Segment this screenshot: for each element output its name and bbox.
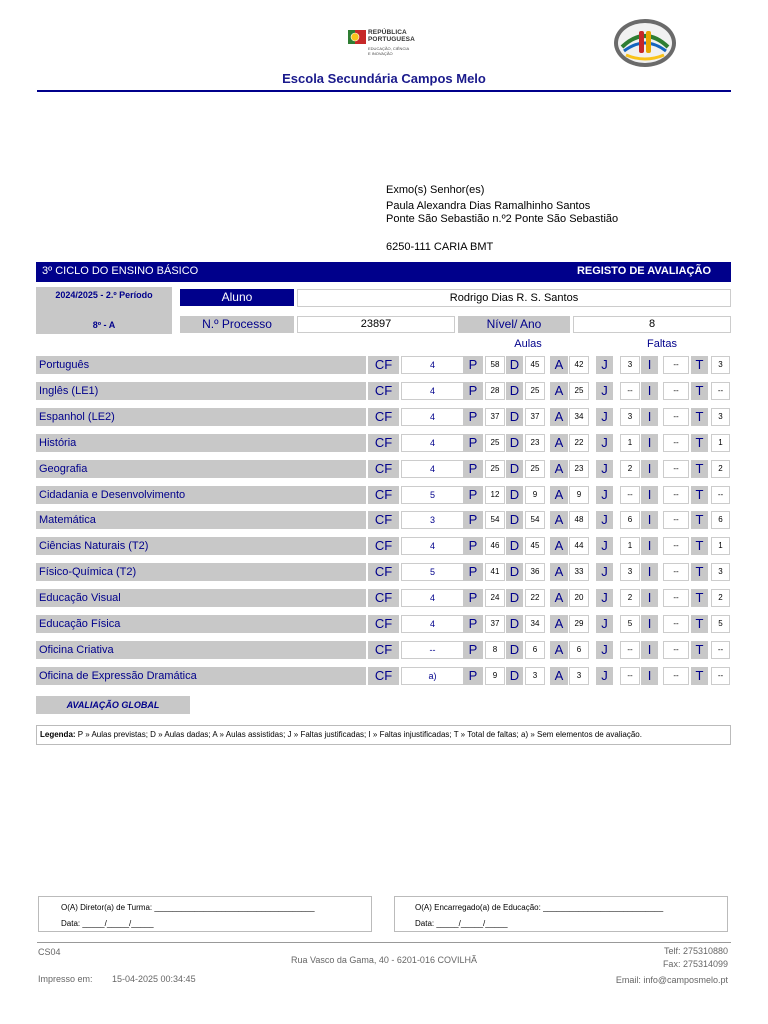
i-value: -- xyxy=(663,563,689,581)
school-emblem-icon xyxy=(612,17,678,69)
subject-row xyxy=(36,589,731,607)
subject-name: Oficina Criativa xyxy=(36,641,366,659)
subject-row xyxy=(36,615,731,633)
a-value: 22 xyxy=(569,434,589,452)
p-value: 41 xyxy=(485,563,505,581)
t-label: T xyxy=(691,486,708,504)
p-value: 24 xyxy=(485,589,505,607)
gov-line-3: EDUCAÇÃO, CIÊNCIA xyxy=(368,46,410,51)
gov-line-4: E INOVAÇÃO xyxy=(368,51,393,56)
d-label: D xyxy=(506,667,523,685)
a-label: A xyxy=(550,511,568,529)
a-label: A xyxy=(550,434,568,452)
cycle-banner xyxy=(36,262,731,282)
student-label: Aluno xyxy=(180,289,294,306)
i-value: -- xyxy=(663,667,689,685)
d-value: 22 xyxy=(525,589,545,607)
t-label: T xyxy=(691,408,708,426)
cf-value: 4 xyxy=(401,434,464,452)
cf-value: -- xyxy=(401,641,464,659)
subject-row xyxy=(36,486,731,504)
p-label: P xyxy=(463,356,483,374)
j-label: J xyxy=(596,641,613,659)
d-label: D xyxy=(506,434,523,452)
p-label: P xyxy=(463,382,483,400)
subject-name: História xyxy=(36,434,366,452)
i-label: I xyxy=(641,641,658,659)
a-value: 23 xyxy=(569,460,589,478)
d-label: D xyxy=(506,460,523,478)
director-date-line: Data: _____/_____/_____ xyxy=(61,919,154,928)
report-title: REGISTO DE AVALIAÇÃO xyxy=(576,265,711,277)
i-value: -- xyxy=(663,382,689,400)
level-value: 8 xyxy=(573,316,731,333)
t-label: T xyxy=(691,563,708,581)
j-label: J xyxy=(596,615,613,633)
school-phone: Telf: 275310880 xyxy=(663,946,728,956)
j-value: -- xyxy=(620,641,640,659)
printed-label: Impresso em: xyxy=(38,974,93,984)
t-value: 3 xyxy=(711,356,730,374)
d-label: D xyxy=(506,356,523,374)
i-value: -- xyxy=(663,537,689,555)
cycle-title: 3º CICLO DO ENSINO BÁSICO xyxy=(42,265,199,277)
i-label: I xyxy=(641,511,658,529)
address-salutation: Exmo(s) Senhor(es) xyxy=(386,184,485,196)
j-label: J xyxy=(596,408,613,426)
subject-row xyxy=(36,460,731,478)
legend-text: P » Aulas previstas; D » Aulas dadas; A » Aulas assistidas; J » Faltas justificadas; I » Faltas injustificadas; T » Total de faltas; a) » Sem elementos de avaliação. xyxy=(77,730,642,739)
cf-value: 4 xyxy=(401,356,464,374)
cf-label: CF xyxy=(368,460,399,478)
i-label: I xyxy=(641,537,658,555)
p-label: P xyxy=(463,460,483,478)
school-fax: Fax: 275314099 xyxy=(662,959,728,969)
p-value: 58 xyxy=(485,356,505,374)
cf-label: CF xyxy=(368,537,399,555)
a-value: 25 xyxy=(569,382,589,400)
address-street: Ponte São Sebastião n.º2 Ponte São Sebastião xyxy=(386,213,619,225)
gov-line-2: PORTUGUESA xyxy=(368,36,415,43)
t-value: 5 xyxy=(711,615,730,633)
t-value: -- xyxy=(711,667,730,685)
j-value: 3 xyxy=(620,408,640,426)
cf-label: CF xyxy=(368,589,399,607)
d-value: 36 xyxy=(525,563,545,581)
legend xyxy=(36,725,731,745)
p-value: 28 xyxy=(485,382,505,400)
j-value: -- xyxy=(620,667,640,685)
subject-row xyxy=(36,641,731,659)
j-label: J xyxy=(596,589,613,607)
t-value: -- xyxy=(711,641,730,659)
p-value: 46 xyxy=(485,537,505,555)
printed-date: 15-04-2025 00:34:45 xyxy=(112,974,196,984)
subject-row xyxy=(36,563,731,581)
t-label: T xyxy=(691,460,708,478)
cf-value: 4 xyxy=(401,589,464,607)
j-label: J xyxy=(596,434,613,452)
a-label: A xyxy=(550,356,568,374)
subject-row xyxy=(36,537,731,555)
cf-value: 4 xyxy=(401,382,464,400)
guardian-signature-box xyxy=(394,896,728,932)
a-value: 44 xyxy=(569,537,589,555)
a-value: 3 xyxy=(569,667,589,685)
subject-name: Matemática xyxy=(36,511,366,529)
d-value: 34 xyxy=(525,615,545,633)
j-value: 5 xyxy=(620,615,640,633)
j-label: J xyxy=(596,537,613,555)
i-label: I xyxy=(641,434,658,452)
p-label: P xyxy=(463,563,483,581)
p-value: 54 xyxy=(485,511,505,529)
cf-value: 4 xyxy=(401,408,464,426)
p-label: P xyxy=(463,537,483,555)
subject-row xyxy=(36,511,731,529)
period-box xyxy=(36,287,172,334)
j-label: J xyxy=(596,486,613,504)
i-label: I xyxy=(641,589,658,607)
faltas-heading: Faltas xyxy=(647,338,677,350)
subject-row xyxy=(36,667,731,685)
j-value: 1 xyxy=(620,434,640,452)
i-label: I xyxy=(641,615,658,633)
subject-row xyxy=(36,408,731,426)
p-label: P xyxy=(463,589,483,607)
a-label: A xyxy=(550,615,568,633)
a-value: 42 xyxy=(569,356,589,374)
footer-divider xyxy=(37,942,731,943)
p-label: P xyxy=(463,408,483,426)
d-label: D xyxy=(506,537,523,555)
d-value: 45 xyxy=(525,537,545,555)
p-label: P xyxy=(463,486,483,504)
subject-name: Espanhol (LE2) xyxy=(36,408,366,426)
j-label: J xyxy=(596,667,613,685)
j-label: J xyxy=(596,563,613,581)
cf-value: 5 xyxy=(401,563,464,581)
d-value: 23 xyxy=(525,434,545,452)
i-value: -- xyxy=(663,434,689,452)
d-label: D xyxy=(506,615,523,633)
cf-label: CF xyxy=(368,434,399,452)
j-value: 2 xyxy=(620,589,640,607)
a-label: A xyxy=(550,486,568,504)
global-evaluation-label: AVALIAÇÃO GLOBAL xyxy=(36,696,190,714)
cf-label: CF xyxy=(368,667,399,685)
i-value: -- xyxy=(663,589,689,607)
d-label: D xyxy=(506,382,523,400)
cf-value: 4 xyxy=(401,615,464,633)
cf-value: 4 xyxy=(401,460,464,478)
d-label: D xyxy=(506,408,523,426)
i-value: -- xyxy=(663,511,689,529)
p-value: 25 xyxy=(485,434,505,452)
i-value: -- xyxy=(663,641,689,659)
t-label: T xyxy=(691,589,708,607)
school-email: Email: info@camposmelo.pt xyxy=(615,975,728,985)
t-value: 1 xyxy=(711,434,730,452)
d-label: D xyxy=(506,511,523,529)
i-value: -- xyxy=(663,486,689,504)
p-value: 37 xyxy=(485,615,505,633)
j-value: -- xyxy=(620,382,640,400)
d-value: 9 xyxy=(525,486,545,504)
government-logo xyxy=(348,26,420,60)
t-label: T xyxy=(691,667,708,685)
i-value: -- xyxy=(663,615,689,633)
i-label: I xyxy=(641,382,658,400)
cf-label: CF xyxy=(368,511,399,529)
j-label: J xyxy=(596,460,613,478)
t-value: 2 xyxy=(711,460,730,478)
t-value: 6 xyxy=(711,511,730,529)
a-value: 33 xyxy=(569,563,589,581)
cf-value: 4 xyxy=(401,537,464,555)
a-value: 29 xyxy=(569,615,589,633)
d-value: 37 xyxy=(525,408,545,426)
a-value: 34 xyxy=(569,408,589,426)
j-value: 3 xyxy=(620,356,640,374)
a-label: A xyxy=(550,382,568,400)
cf-value: a) xyxy=(401,667,464,685)
t-label: T xyxy=(691,511,708,529)
p-label: P xyxy=(463,434,483,452)
i-label: I xyxy=(641,667,658,685)
a-value: 48 xyxy=(569,511,589,529)
director-signature-line: O(A) Diretor(a) de Turma: ____________________________________ xyxy=(61,903,315,912)
guardian-date-line: Data: _____/_____/_____ xyxy=(415,919,508,928)
j-label: J xyxy=(596,511,613,529)
a-label: A xyxy=(550,667,568,685)
gov-line-1: REPÚBLICA xyxy=(368,29,407,36)
subject-name: Físico-Química (T2) xyxy=(36,563,366,581)
subject-name: Ciências Naturais (T2) xyxy=(36,537,366,555)
period-label: 2024/2025 - 2.º Período xyxy=(55,290,153,300)
student-name-value: Rodrigo Dias R. S. Santos xyxy=(297,289,731,307)
process-number-value: 23897 xyxy=(297,316,455,333)
p-value: 8 xyxy=(485,641,505,659)
subject-row xyxy=(36,434,731,452)
p-label: P xyxy=(463,615,483,633)
a-value: 9 xyxy=(569,486,589,504)
t-value: 2 xyxy=(711,589,730,607)
i-value: -- xyxy=(663,460,689,478)
p-label: P xyxy=(463,641,483,659)
address-name: Paula Alexandra Dias Ramalhinho Santos xyxy=(386,200,591,212)
p-value: 37 xyxy=(485,408,505,426)
p-label: P xyxy=(463,667,483,685)
i-label: I xyxy=(641,356,658,374)
form-code: CS04 xyxy=(38,947,61,957)
cf-label: CF xyxy=(368,641,399,659)
d-label: D xyxy=(506,589,523,607)
p-value: 25 xyxy=(485,460,505,478)
director-signature-box xyxy=(38,896,372,932)
cf-label: CF xyxy=(368,356,399,374)
p-value: 12 xyxy=(485,486,505,504)
process-number-label: N.º Processo xyxy=(180,316,294,333)
t-label: T xyxy=(691,356,708,374)
subject-name: Português xyxy=(36,356,366,374)
a-label: A xyxy=(550,589,568,607)
cf-label: CF xyxy=(368,382,399,400)
portugal-emblem-icon xyxy=(348,28,366,46)
p-value: 9 xyxy=(485,667,505,685)
j-value: 3 xyxy=(620,563,640,581)
t-label: T xyxy=(691,382,708,400)
subject-name: Geografia xyxy=(36,460,366,478)
j-value: -- xyxy=(620,486,640,504)
a-value: 20 xyxy=(569,589,589,607)
p-label: P xyxy=(463,511,483,529)
aulas-heading: Aulas xyxy=(514,338,542,350)
t-value: 3 xyxy=(711,563,730,581)
a-label: A xyxy=(550,641,568,659)
d-label: D xyxy=(506,486,523,504)
t-value: 1 xyxy=(711,537,730,555)
i-value: -- xyxy=(663,408,689,426)
j-value: 6 xyxy=(620,511,640,529)
t-value: -- xyxy=(711,382,730,400)
cf-value: 5 xyxy=(401,486,464,504)
t-value: -- xyxy=(711,486,730,504)
a-value: 6 xyxy=(569,641,589,659)
header-divider xyxy=(37,90,731,92)
t-value: 3 xyxy=(711,408,730,426)
i-label: I xyxy=(641,408,658,426)
address-postal: 6250-111 CARIA BMT xyxy=(386,241,494,253)
d-value: 3 xyxy=(525,667,545,685)
cf-label: CF xyxy=(368,615,399,633)
j-value: 2 xyxy=(620,460,640,478)
school-address: Rua Vasco da Gama, 40 - 6201-016 COVILHÃ xyxy=(291,955,477,965)
subject-name: Educação Física xyxy=(36,615,366,633)
d-label: D xyxy=(506,563,523,581)
d-value: 54 xyxy=(525,511,545,529)
a-label: A xyxy=(550,563,568,581)
t-label: T xyxy=(691,641,708,659)
t-label: T xyxy=(691,615,708,633)
j-label: J xyxy=(596,356,613,374)
subject-name: Educação Visual xyxy=(36,589,366,607)
i-label: I xyxy=(641,563,658,581)
subject-name: Oficina de Expressão Dramática xyxy=(36,667,366,685)
i-label: I xyxy=(641,460,658,478)
i-value: -- xyxy=(663,356,689,374)
cf-label: CF xyxy=(368,486,399,504)
d-value: 45 xyxy=(525,356,545,374)
j-label: J xyxy=(596,382,613,400)
subject-name: Inglês (LE1) xyxy=(36,382,366,400)
cf-label: CF xyxy=(368,563,399,581)
d-value: 25 xyxy=(525,460,545,478)
level-label: Nível/ Ano xyxy=(458,316,570,333)
a-label: A xyxy=(550,537,568,555)
legend-title: Legenda: xyxy=(40,730,76,739)
a-label: A xyxy=(550,408,568,426)
class-label: 8º - A xyxy=(92,320,116,330)
cf-value: 3 xyxy=(401,511,464,529)
school-name: Escola Secundária Campos Melo xyxy=(282,71,486,86)
subject-row xyxy=(36,356,731,374)
a-label: A xyxy=(550,460,568,478)
i-label: I xyxy=(641,486,658,504)
d-value: 6 xyxy=(525,641,545,659)
guardian-signature-line: O(A) Encarregado(a) de Educação: ___________________________ xyxy=(415,903,664,912)
d-value: 25 xyxy=(525,382,545,400)
subject-name: Cidadania e Desenvolvimento xyxy=(36,486,366,504)
d-label: D xyxy=(506,641,523,659)
cf-label: CF xyxy=(368,408,399,426)
subject-row xyxy=(36,382,731,400)
t-label: T xyxy=(691,537,708,555)
t-label: T xyxy=(691,434,708,452)
j-value: 1 xyxy=(620,537,640,555)
